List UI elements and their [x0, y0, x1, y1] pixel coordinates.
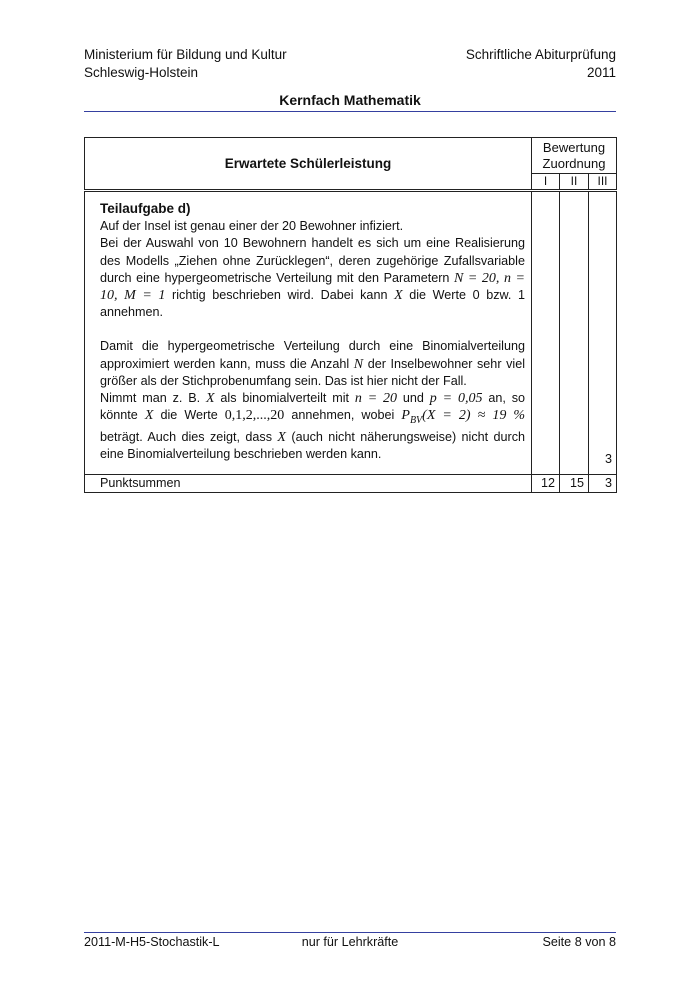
solution-table: [84, 137, 617, 493]
assignment-label: Zuordnung: [542, 156, 606, 171]
sum-III: 3: [589, 474, 617, 492]
document-code: 2011-M-H5-Stochastik-L: [84, 935, 220, 949]
paragraph-1: Auf der Insel ist genau einer der 20 Bewohner infiziert. Bei der Auswahl von 10 Bewohnern handelt es sich um eine Realisierung des Modells „Ziehen ohne Zurücklegen“, deren zugehörige Zufallsvariable durch eine hypergeometrische Verteilung mit den Parametern N = 20, n = 10, M = 1 richtig beschrieben wird. Dabei kann X die Werte 0 bzw. 1 annehmen.: [100, 219, 526, 320]
ministry-block: [84, 46, 287, 82]
rating-label: Bewertung: [542, 140, 606, 155]
paragraph-2: Damit die hypergeometrische Verteilung durch eine Binomialverteilung approximiert werden kann, muss die Anzahl N der Inselbewohner sehr viel größer als der Stichprobenumfang sein. Das ist hier nicht der Fall. Nimmt man z. B. X als binomialverteilt mit n = 20 und p = 0,05 an, so könnte X die Werte 0,1,2,...,20 annehmen, wobei $P_{BV}(X = 2) \approx 19$ % beträgt. Auch dies zeigt, dass X (auch nicht näherungsweise) nicht durch eine Binomialverteilung beschrieben werden kann.: [100, 339, 526, 462]
hypergeometric-parameters: N = 20, n = 10, M = 1: [100, 270, 525, 304]
rating-header: [532, 138, 617, 174]
footer-rule: [84, 932, 616, 933]
score-I-cell: [532, 191, 560, 475]
sum-II: 15: [560, 474, 589, 492]
page-number: Seite 8 von 8: [542, 935, 616, 949]
task-title: Teilaufgabe d): [100, 201, 191, 216]
state-name: Schleswig-Holstein: [84, 65, 199, 80]
header-rule: [84, 111, 616, 112]
ministry-name: Ministerium für Bildung und Kultur: [84, 47, 287, 62]
exam-year: 2011: [586, 65, 616, 80]
level-III-header: III: [589, 174, 617, 191]
score-III-cell: 3: [589, 191, 617, 475]
solution-text-cell: [85, 191, 532, 475]
level-I-header: I: [532, 174, 560, 191]
level-II-header: II: [560, 174, 589, 191]
expected-performance-header: Erwartete Schülerleistung: [85, 138, 532, 191]
sum-label: Punktsummen: [85, 474, 532, 492]
exam-block: [466, 46, 616, 82]
subject-title: Kernfach Mathematik: [279, 92, 421, 108]
score-II-cell: [560, 191, 589, 475]
sum-I: 12: [532, 474, 560, 492]
audience-note: nur für Lehrkräfte: [301, 935, 399, 949]
binomial-probability: $P_{BV}(X = 2) \approx 19$ %: [401, 408, 526, 427]
exam-title: Schriftliche Abiturprüfung: [465, 47, 616, 62]
